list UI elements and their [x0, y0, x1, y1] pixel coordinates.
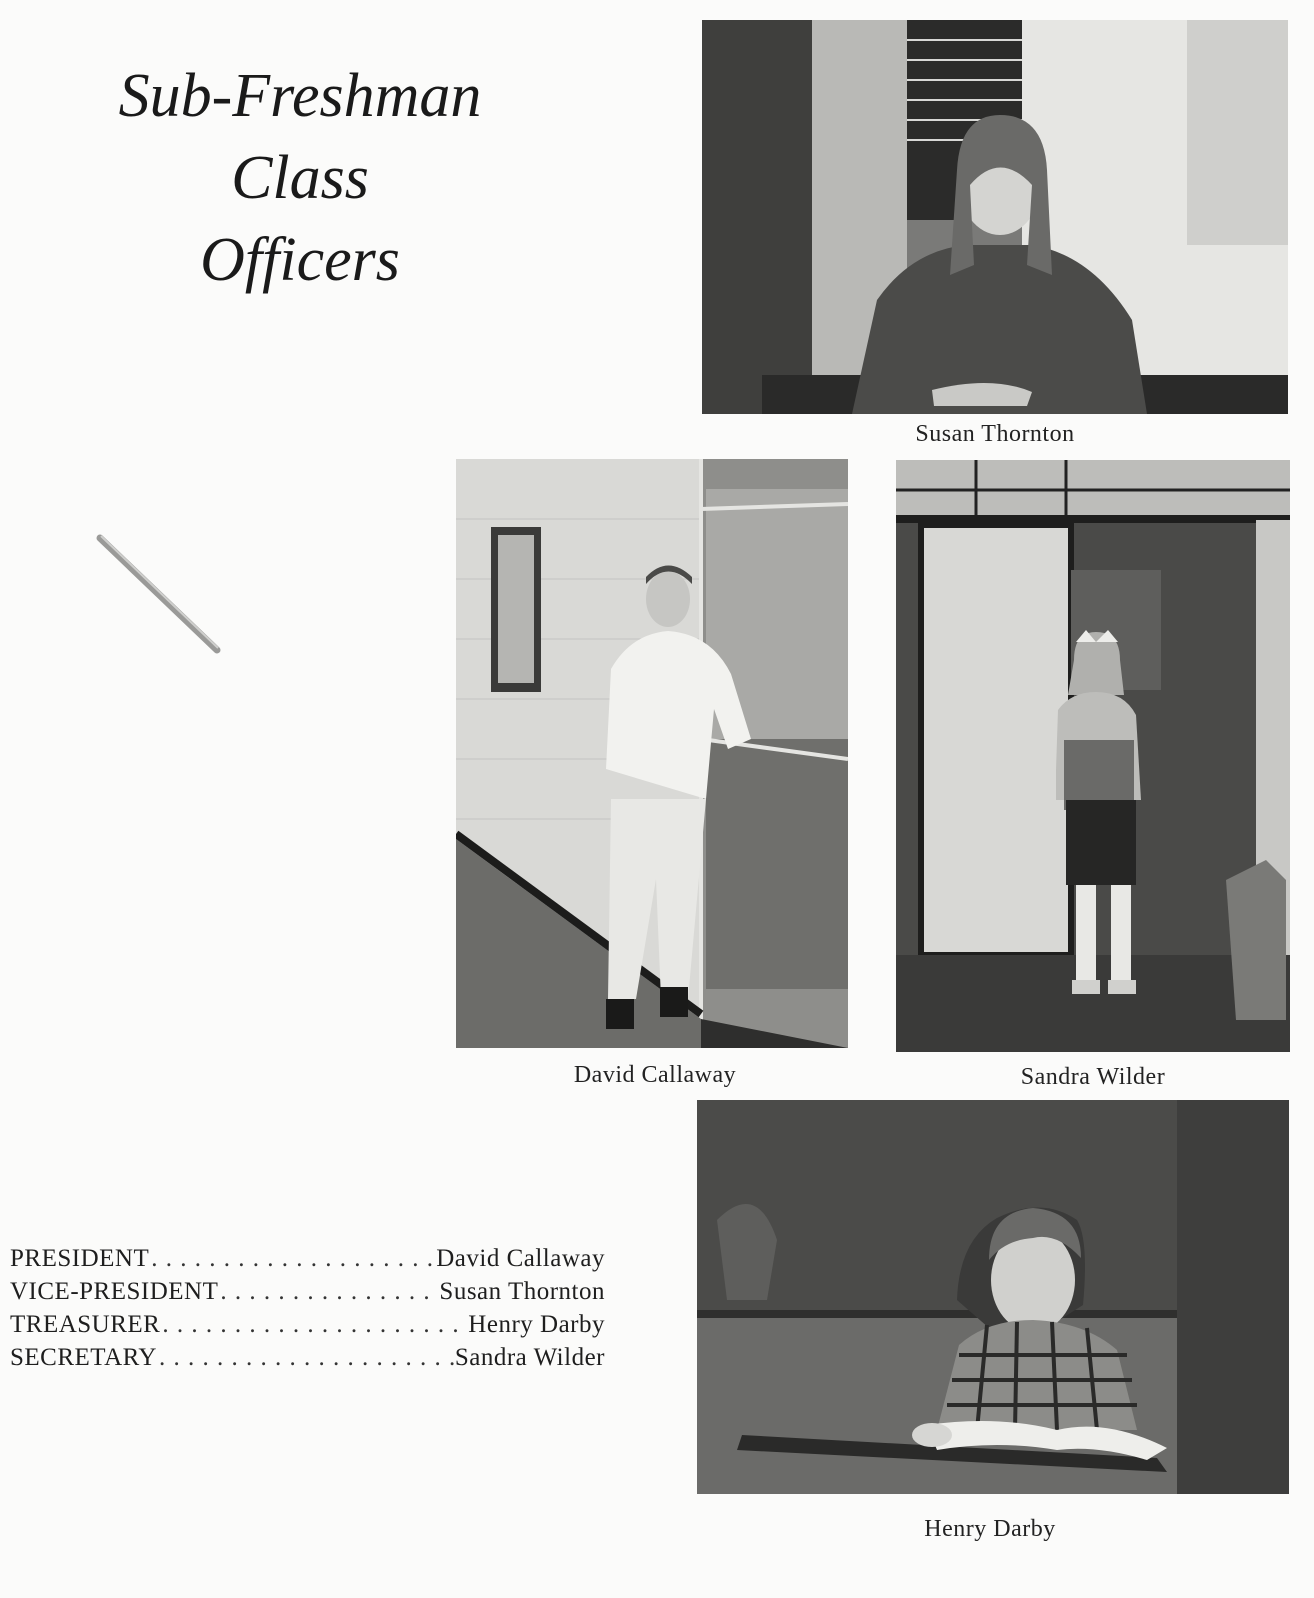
photo-david-callaway — [456, 459, 848, 1048]
page-title — [60, 55, 540, 301]
photo-susan-thornton — [702, 20, 1288, 414]
caption-henry-darby: Henry Darby — [924, 1516, 1056, 1542]
officer-name: Henry Darby — [468, 1311, 605, 1338]
dot-leader — [218, 1275, 439, 1308]
officer-list — [10, 1242, 605, 1374]
officer-title: VICE-PRESIDENT — [10, 1278, 219, 1305]
page-title-line: Officers — [200, 226, 400, 294]
officer-row — [10, 1275, 605, 1308]
caption-david-callaway: David Callaway — [573, 1062, 737, 1088]
caption-susan-thornton: Susan Thornton — [915, 421, 1075, 447]
photo-sandra-wilder — [896, 460, 1290, 1052]
page-title-line: Class — [231, 144, 369, 212]
dot-leader — [160, 1308, 468, 1341]
officer-name: David Callaway — [436, 1245, 605, 1272]
pencil-mark — [95, 530, 230, 660]
caption-sandra-wilder: Sandra Wilder — [1020, 1064, 1166, 1090]
officer-row — [10, 1242, 605, 1275]
photo-henry-darby — [697, 1100, 1289, 1494]
dot-leader — [157, 1341, 455, 1374]
page-title-line: Sub-Freshman — [118, 62, 482, 130]
officer-row — [10, 1308, 605, 1341]
officer-name: Susan Thornton — [439, 1278, 605, 1305]
dot-leader — [149, 1242, 436, 1275]
officer-name: Sandra Wilder — [454, 1344, 605, 1371]
officer-title: TREASURER — [10, 1311, 161, 1338]
officer-title: SECRETARY — [10, 1344, 157, 1371]
officer-row — [10, 1341, 605, 1374]
officer-title: PRESIDENT — [10, 1245, 150, 1272]
